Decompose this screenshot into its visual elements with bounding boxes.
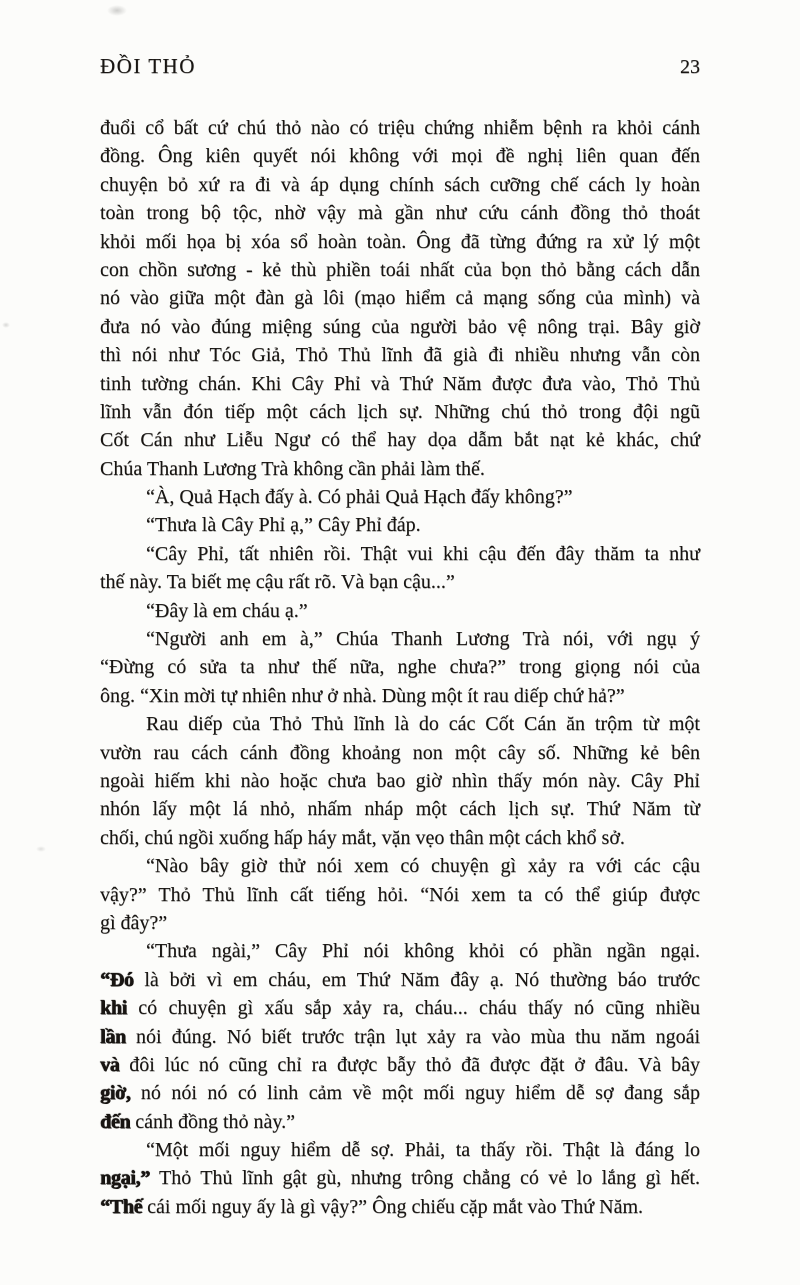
page-number: 23 [680, 56, 700, 78]
text-line: “Đó là bởi vì em cháu, em Thứ Năm đây ạ. Nó thường báo trước [100, 968, 700, 991]
text-line: toàn trong bộ tộc, nhờ vậy mà gần như cứu cánh đồng thỏ thoát [100, 202, 700, 225]
text-line: đưa nó vào đúng miệng súng của người bảo vệ nông trại. Bây giờ [100, 315, 700, 338]
ink-smudge [107, 5, 127, 16]
text-line: lĩnh vẫn đón tiếp một cách lịch sự. Những chú thỏ trong đội ngũ [100, 400, 700, 423]
ink-smudge [36, 846, 46, 852]
running-header [100, 54, 700, 79]
text-line: “Đừng có sửa ta như thế nữa, nghe chưa?” trong giọng nói của [100, 656, 700, 679]
text-line: chuyện bỏ xứ ra đi và áp dụng chính sách cưỡng chế cách ly hoàn [100, 173, 700, 196]
ink-smudged-word: và [100, 1053, 120, 1076]
text-line: chối, chú ngồi xuống hấp háy mắt, vặn vẹo thân một cách khổ sở. [100, 826, 625, 849]
paragraph [100, 483, 700, 511]
text-line: đồng. Ông kiên quyết nói không với mọi đề nghị liên quan đến [100, 145, 700, 168]
text-line: “Thưa là Cây Phỉ ạ,” Cây Phỉ đáp. [146, 514, 421, 537]
text-line: Cốt Cán như Liễu Ngư có thể hay dọa dẫm bắt nạt kẻ khác, chứ [100, 429, 700, 452]
text-line: gì đây?” [100, 911, 168, 934]
paragraph [100, 710, 700, 852]
text-line: “Một mối nguy hiểm dễ sợ. Phải, ta thấy rồi. Thật là đáng lo [146, 1139, 700, 1162]
text-line: “Nào bây giờ thử nói xem có chuyện gì xảy ra với các cậu [146, 855, 700, 878]
text-line: lần nói đúng. Nó biết trước trận lụt xảy ra vào mùa thu năm ngoái [100, 1025, 700, 1048]
ink-smudged-word: “Đó [100, 968, 134, 991]
paragraph [100, 852, 700, 937]
text-line: ngoài hiếm khi nào hoặc chưa bao giờ nhìn thấy món này. Cây Phỉ [100, 769, 700, 792]
text-line: đến cánh đồng thỏ này.” [100, 1110, 295, 1133]
text-line: nó vào giữa một đàn gà lôi (mạo hiểm cả mạng sống của mình) và [100, 287, 700, 310]
text-line: “Thưa ngài,” Cây Phỉ nói không khỏi có phần ngần ngại. [146, 940, 700, 963]
ink-smudge [2, 322, 10, 328]
paragraph [100, 114, 700, 483]
text-line: vậy?” Thỏ Thủ lĩnh cất tiếng hỏi. “Nói xem ta có thể giúp được [100, 883, 700, 906]
text-line: đuổi cổ bất cứ chú thỏ nào có triệu chứng nhiễm bệnh ra khỏi cánh [100, 117, 700, 139]
text-line: ngại,” Thỏ Thủ lĩnh gật gù, nhưng trông chẳng có vẻ lo lắng gì hết. [100, 1167, 700, 1190]
text-line: Chúa Thanh Lương Trà không cần phải làm thế. [100, 457, 485, 480]
paragraph [100, 1136, 700, 1221]
paragraph [100, 937, 700, 1136]
text-line: và đôi lúc nó cũng chỉ ra được bẫy thỏ đã được đặt ở đâu. Và bây [100, 1053, 700, 1076]
ink-smudged-word: đến [100, 1110, 131, 1133]
text-line: “Cây Phỉ, tất nhiên rồi. Thật vui khi cậu đến đây thăm ta như [146, 542, 700, 565]
text-line: ông. “Xin mời tự nhiên như ở nhà. Dùng một ít rau diếp chứ hả?” [100, 684, 625, 707]
paragraph [100, 597, 700, 625]
text-line: Rau diếp của Thỏ Thủ lĩnh là do các Cốt Cán ăn trộm từ một [146, 713, 700, 736]
text-line: thì nói như Tóc Giả, Thỏ Thủ lĩnh đã già đi nhiều nhưng vẫn còn [100, 344, 700, 367]
text-line: con chồn sương - kẻ thù phiền toái nhất của bọn thỏ bằng cách dẫn [100, 258, 700, 281]
text-line: tinh tường chán. Khi Cây Phỉ và Thứ Năm được đưa vào, Thỏ Thủ [100, 372, 700, 395]
text-line: “Thế cái mối nguy ấy là gì vậy?” Ông chiếu cặp mắt vào Thứ Năm. [100, 1195, 644, 1218]
ink-smudged-word: khi [100, 997, 127, 1020]
text-line: “Đây là em cháu ạ.” [146, 599, 308, 622]
paragraph [100, 540, 700, 597]
paragraph [100, 511, 700, 539]
ink-smudged-word: ngại,” [100, 1167, 150, 1190]
ink-smudged-word: giờ, [100, 1082, 131, 1105]
text-line: khi có chuyện gì xấu sắp xảy ra, cháu... cháu thấy nó cũng nhiều [100, 997, 700, 1020]
ink-smudged-word: lần [100, 1025, 126, 1048]
paragraph [100, 625, 700, 710]
text-line: thế này. Ta biết mẹ cậu rất rõ. Và bạn cậu...” [100, 571, 455, 594]
body-text [100, 114, 700, 1221]
text-line: khỏi mối họa bị xóa sổ hoàn toàn. Ông đã từng đứng ra xử lý một [100, 230, 700, 253]
text-line: “Người anh em à,” Chúa Thanh Lương Trà nói, với ngụ ý [146, 628, 700, 651]
ink-smudged-word: “Thế [100, 1195, 143, 1218]
text-line: vườn rau cách cánh đồng khoảng non một cây số. Những kẻ bên [100, 741, 700, 764]
text-line: nhón lấy một lá nhỏ, nhấm nháp một cách lịch sự. Thứ Năm từ [100, 798, 700, 821]
running-header-title: ĐỒI THỎ [100, 54, 196, 78]
text-line: giờ, nó nói nó có linh cảm về một mối nguy hiểm dễ sợ đang sắp [100, 1082, 700, 1105]
text-line: “À, Quả Hạch đấy à. Có phải Quả Hạch đấy không?” [146, 486, 573, 509]
